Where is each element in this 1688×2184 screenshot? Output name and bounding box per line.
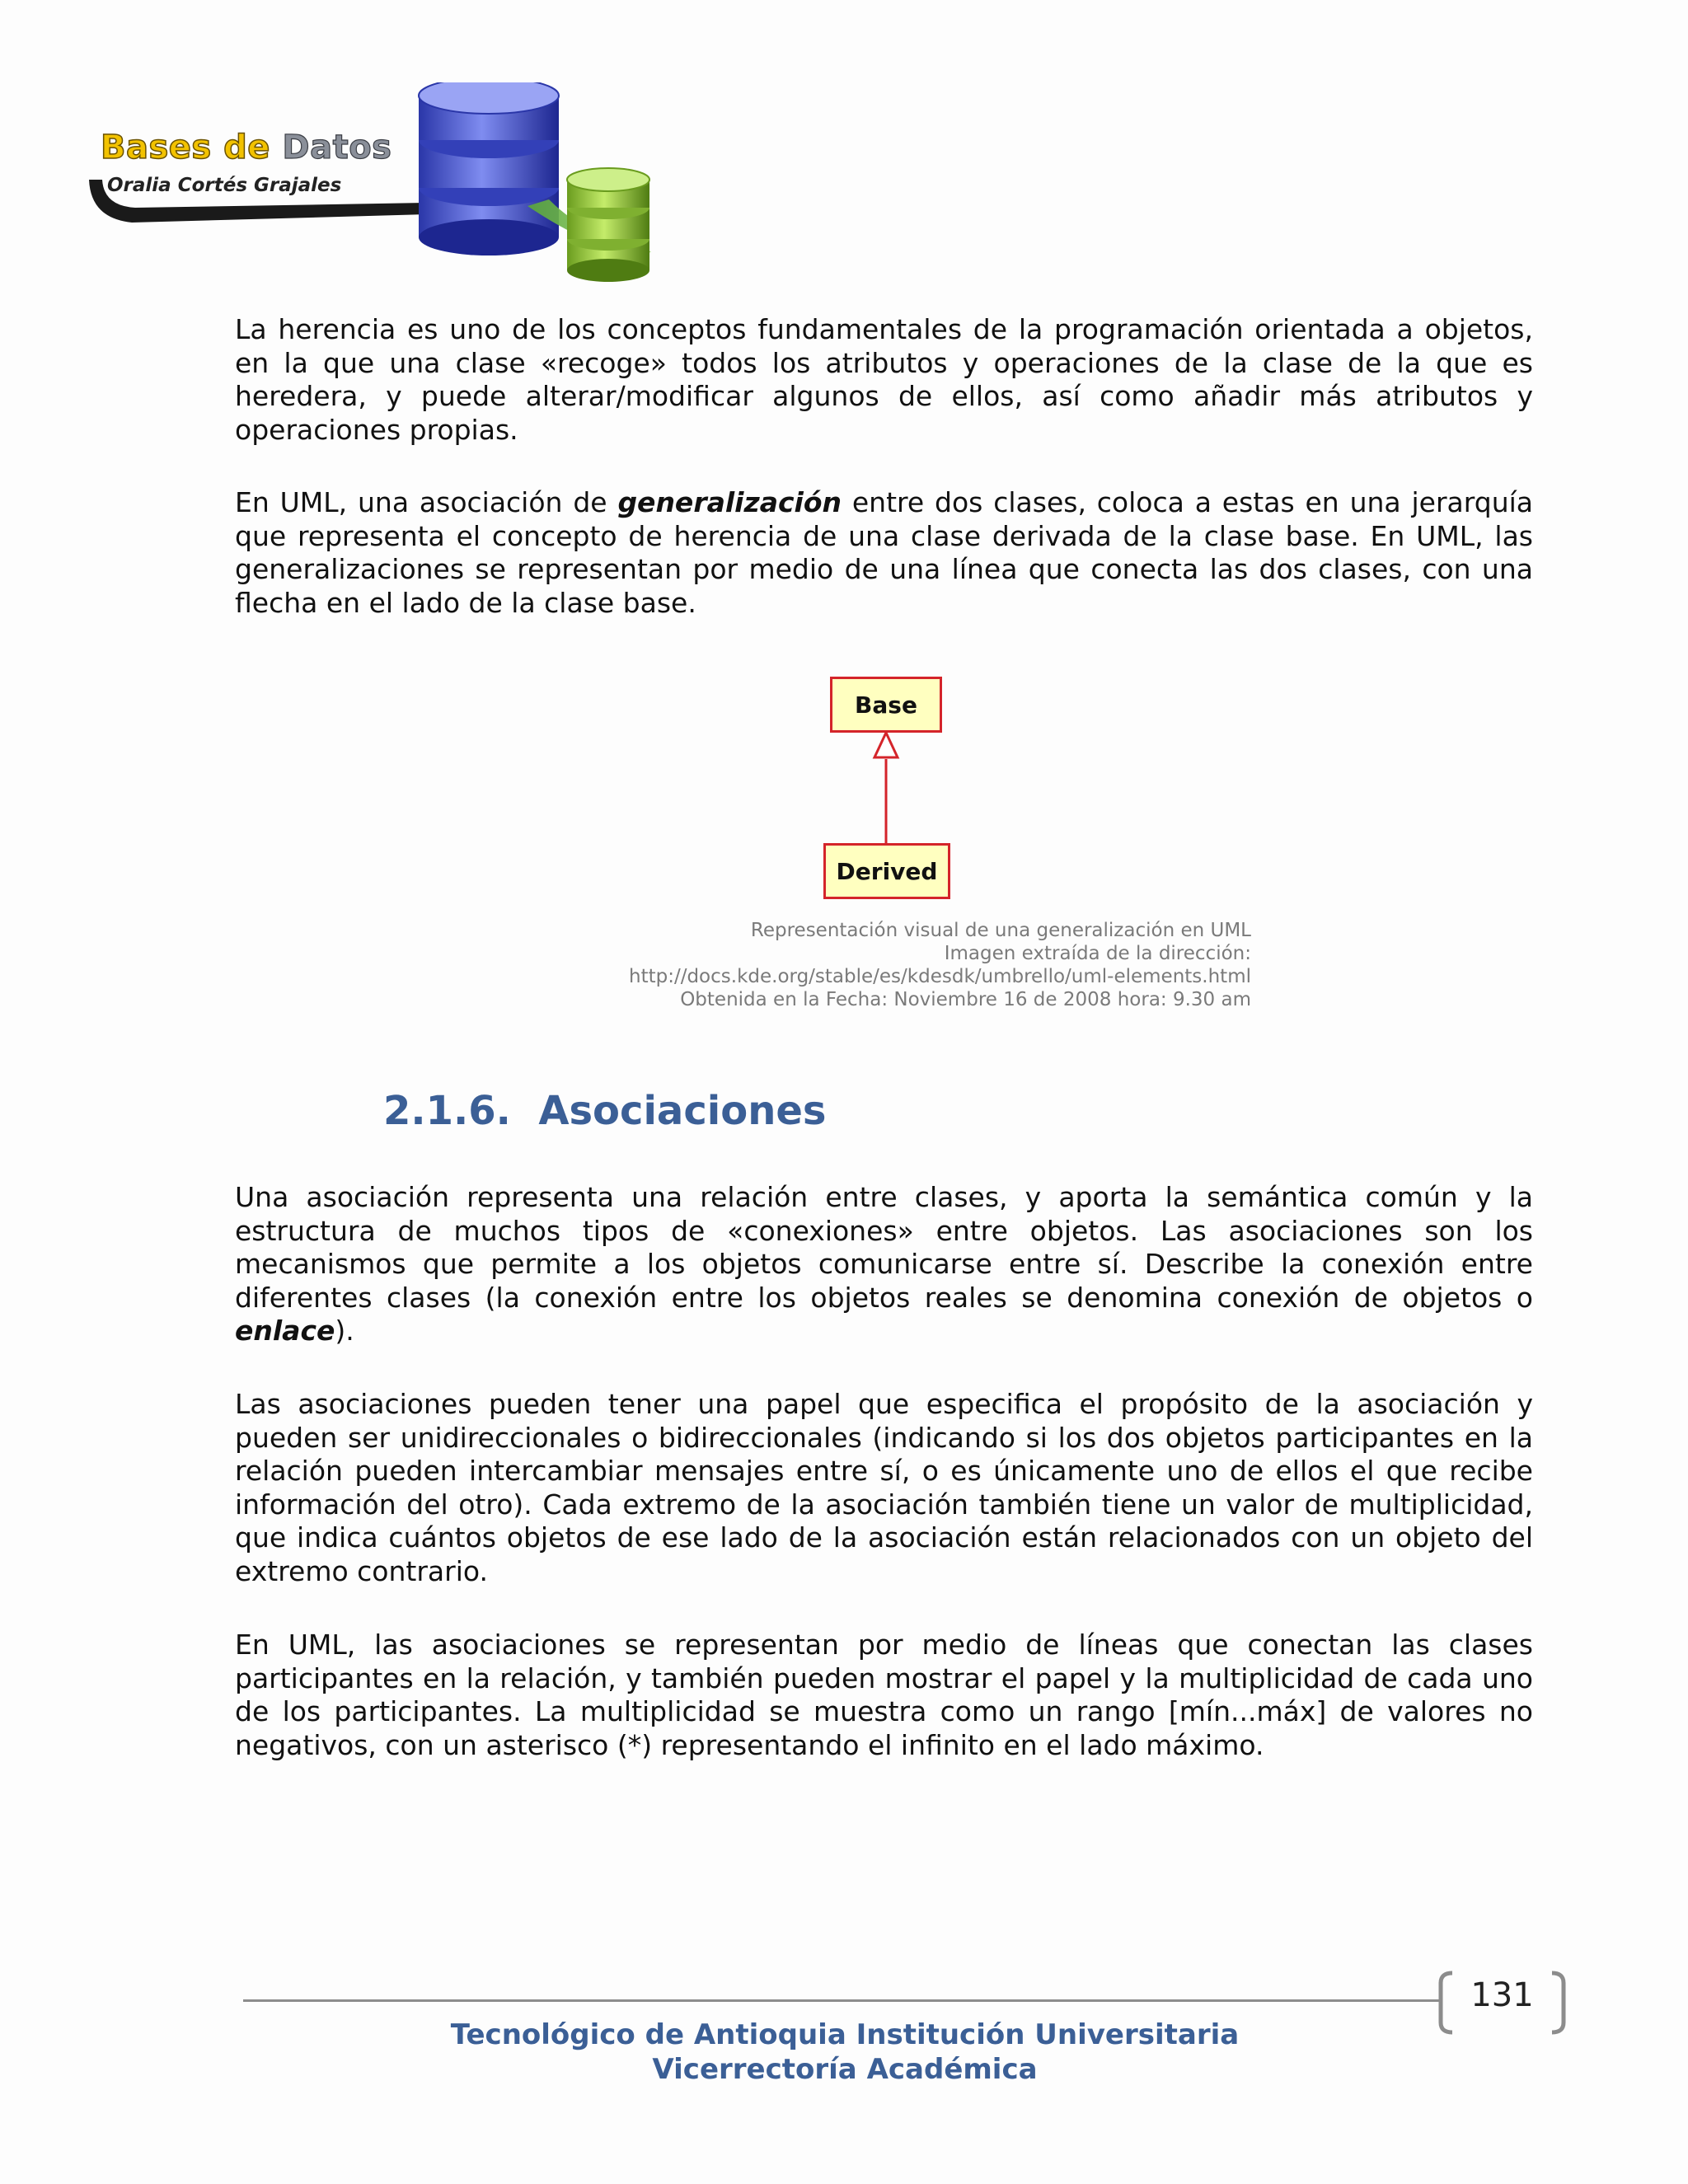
- section-number: 2.1.6.: [383, 1088, 511, 1134]
- logo-title-word3: Datos: [282, 129, 392, 166]
- footer-institution-name: Tecnológico de Antioquia Institución Universitaria: [450, 2018, 1240, 2051]
- emphasis-term: generalización: [617, 486, 842, 518]
- page-number: 131: [1470, 1976, 1534, 2014]
- paragraph-inheritance: La herencia es uno de los conceptos fundamentales de la programación orientada a objetos, en la que una clase «recoge» todos los atributos y operaciones de la clase de la que es heredera, y puede alterar/modificar algunos de ellos, así como añadir más atributos y operaciones propias.: [235, 313, 1533, 446]
- emphasis-term: enlace: [235, 1315, 335, 1347]
- logo-title-word1: Bases: [101, 129, 212, 166]
- caption-line: Obtenida en la Fecha: Noviembre 16 de 2008 hora: 9.30 am: [680, 989, 1251, 1010]
- uml-generalization-diagram: [816, 672, 956, 902]
- logo-title-word2: de: [223, 129, 270, 166]
- paragraph-text: ).: [335, 1315, 354, 1347]
- logo-author: Oralia Cortés Grajales: [107, 175, 342, 196]
- logo-title: [101, 129, 392, 166]
- footer-department: Vicerrectoría Académica: [652, 2053, 1038, 2086]
- footer-institution: [330, 2018, 1360, 2087]
- footer-divider: [243, 1999, 1442, 2002]
- caption-line: Imagen extraída de la dirección:: [944, 943, 1251, 964]
- uml-class-derived: Derived: [823, 843, 950, 899]
- caption-line: http://docs.kde.org/stable/es/kdesdk/umbrello/uml-elements.html: [629, 966, 1251, 987]
- paragraph-association-uml: En UML, las asociaciones se representan por medio de líneas que conectan las clases participantes en la relación, y también pueden mostrar el papel y la multiplicidad de cada uno de los participantes. La multiplicidad se muestra como un rango [mín...máx] de valores no negativos, con un asterisco (*) representando el infinito en el lado máximo.: [235, 1629, 1533, 1761]
- figure-caption: [495, 919, 1251, 1011]
- paragraph-text: entre dos clases, coloca a estas en una jerarquía que representa el concepto de herencia de una clase derivada de la clase base. En UML, las generalizaciones se representan por medio de una línea que conecta las dos clases, con una flecha en el lado de la clase base.: [235, 486, 1533, 619]
- paragraph-association-roles: Las asociaciones pueden tener una papel que especifica el propósito de la asociación y pueden ser unidireccionales o bidireccionales (indicando si los dos objetos participantes en la relación pueden intercambiar mensajes entre sí, o es únicamente uno de ellos el que recibe información del otro). Cada extremo de la asociación también tiene un valor de multiplicidad, que indica cuántos objetos de ese lado de la asociación están relacionados con un objeto del extremo contrario.: [235, 1388, 1533, 1587]
- paragraph-text: En UML, una asociación de: [235, 486, 618, 518]
- page-number-box: [1434, 1970, 1570, 2036]
- paragraph-text: Una asociación representa una relación entre clases, y aporta la semántica común y la estructura de muchos tipos de «conexiones» entre objetos. Las asociaciones son los mecanismos que permite a los objetos comunicarse entre sí. Describe la conexión entre diferentes clases (la conexión entre los objetos reales se denomina conexión de objetos o: [235, 1181, 1533, 1314]
- paragraph-association-definition: [235, 1181, 1533, 1348]
- paragraph-generalization: [235, 486, 1533, 620]
- header-logo: [82, 82, 676, 288]
- section-title: Asociaciones: [538, 1088, 827, 1134]
- uml-class-base: Base: [830, 677, 942, 733]
- caption-line: Representación visual de una generalización en UML: [750, 920, 1251, 941]
- section-heading: [383, 1088, 827, 1134]
